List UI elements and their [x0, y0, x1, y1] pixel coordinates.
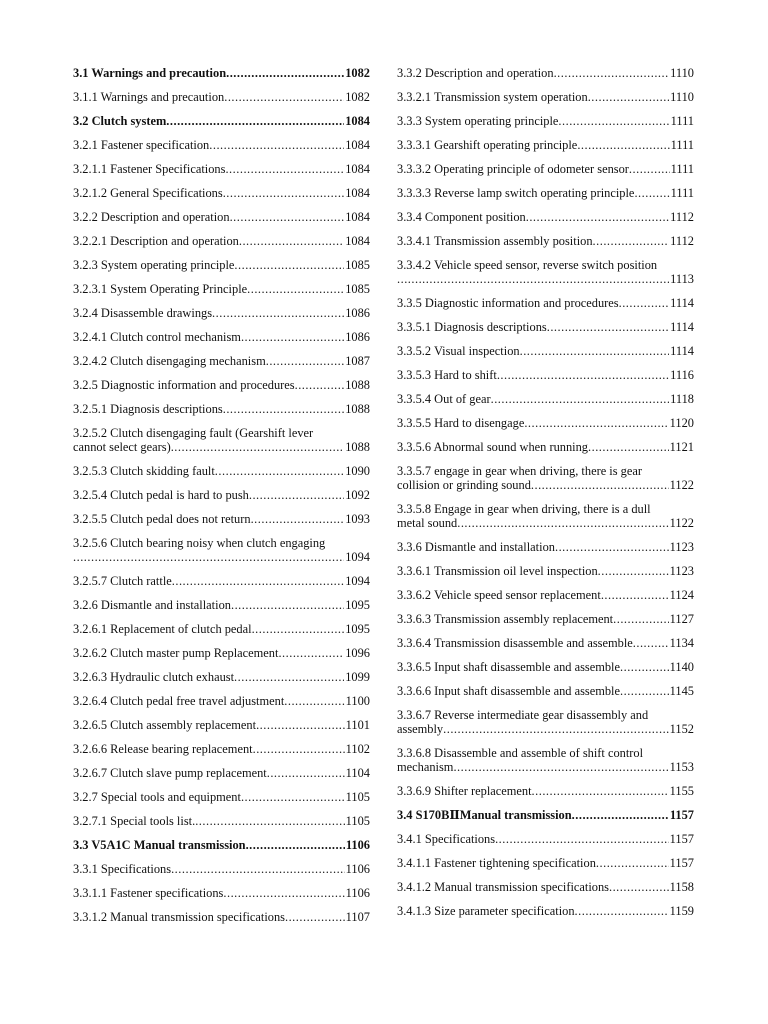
toc-entry-page: 1093: [345, 512, 370, 526]
toc-entry-3-3-6-6[interactable]: [397, 684, 694, 698]
toc-entry-page: 1084: [345, 138, 370, 152]
dot-leader: [241, 330, 344, 344]
toc-entry-page: 1134: [669, 636, 694, 650]
toc-entry-page: 1096: [345, 646, 370, 660]
toc-entry-page: 1106: [345, 886, 370, 900]
toc-entry-title: 3.2.3 System operating principle: [73, 258, 235, 272]
toc-entry-3-2-5-3[interactable]: [73, 464, 370, 478]
toc-entry-page: 1114: [670, 296, 694, 310]
toc-entry-3-2-7-1[interactable]: [73, 814, 370, 828]
dot-leader: [215, 464, 344, 478]
toc-entry-3-3-5-4[interactable]: [397, 392, 694, 406]
toc-entry-page: 1118: [670, 392, 694, 406]
toc-entry-3-2-5-1[interactable]: [73, 402, 370, 416]
toc-entry-title: 3.3.6.8 Disassemble and assemble of shift control: [397, 746, 644, 760]
dot-leader: [195, 814, 344, 828]
toc-entry-3-2-6-5[interactable]: [73, 718, 370, 732]
toc-entry-title: 3.3.5.4 Out of gear: [397, 392, 491, 406]
toc-entry-3-2-4-1[interactable]: [73, 330, 370, 344]
toc-entry-3-3-6-7[interactable]: [397, 708, 694, 736]
dot-leader: [620, 684, 669, 698]
toc-entry-3-3-6-5[interactable]: [397, 660, 694, 674]
toc-entry-page: 1086: [345, 330, 370, 344]
toc-entry-title: 3.2.1.1 Fastener Specifications: [73, 162, 226, 176]
toc-entry-title: 3.3.6.5 Input shaft disassemble and assemble: [397, 660, 620, 674]
toc-entry-page: 1157: [669, 856, 694, 870]
dot-leader: [231, 598, 344, 612]
dot-leader: [295, 378, 345, 392]
toc-entry-page: 1105: [345, 790, 370, 804]
toc-entry-page: 1157: [669, 832, 694, 846]
toc-entry-page: 1112: [670, 210, 694, 224]
dot-leader: [633, 636, 669, 650]
dot-leader: [172, 574, 344, 588]
toc-entry-3-2-4[interactable]: [73, 306, 370, 320]
toc-entry-page: 1111: [670, 186, 694, 200]
toc-entry-3-2-5-5[interactable]: [73, 512, 370, 526]
toc-entry-page: 1123: [669, 564, 694, 578]
toc-entry-title: 3.4.1.3 Size parameter specification: [397, 904, 575, 918]
toc-entry-page: 1110: [670, 66, 694, 80]
toc-entry-3-3-1-1[interactable]: [73, 886, 370, 900]
toc-entry-title: 3.3.5.7 engage in gear when driving, there is gear: [397, 464, 642, 478]
toc-entry-page: 1094: [345, 574, 370, 588]
toc-entry-title: 3.3.4 Component position: [397, 210, 526, 224]
dot-leader: [575, 904, 669, 918]
toc-entry-page: 1104: [345, 766, 370, 780]
dot-leader: [453, 760, 668, 774]
toc-entry-3-3-6[interactable]: [397, 540, 694, 554]
toc-entry-3-2-6-6[interactable]: [73, 742, 370, 756]
dot-leader: [547, 320, 669, 334]
toc-entry-title: 3.3.3.2 Operating principle of odometer sensor: [397, 162, 629, 176]
dot-leader: [620, 660, 669, 674]
toc-entry-page: 1158: [669, 880, 694, 894]
dot-leader: [246, 838, 345, 852]
toc-entry-title: 3.2.5 Diagnostic information and procedures: [73, 378, 295, 392]
dot-leader: [230, 210, 345, 224]
toc-entry-page: 1088: [345, 402, 370, 416]
toc-entry-page: 1084: [345, 186, 370, 200]
toc-entry-3-2-5-4[interactable]: [73, 488, 370, 502]
toc-entry-3-2-6-4[interactable]: [73, 694, 370, 708]
toc-entry-title: 3.3.6.1 Transmission oil level inspection: [397, 564, 598, 578]
toc-entry-title: 3.3.1.2 Manual transmission specifications: [73, 910, 285, 924]
dot-leader: [166, 114, 344, 128]
toc-entry-3-2-1-1[interactable]: [73, 162, 370, 176]
toc-entry-title: 3.3.5.2 Visual inspection: [397, 344, 520, 358]
toc-entry-3-4-1[interactable]: [397, 832, 694, 846]
dot-leader: [443, 722, 669, 736]
toc-entry-page: 1111: [670, 138, 694, 152]
dot-leader: [253, 742, 345, 756]
toc-entry-page: 1095: [345, 622, 370, 636]
toc-entry-3-3-3-2[interactable]: [397, 162, 694, 176]
toc-entry-3-3-5-6[interactable]: [397, 440, 694, 454]
toc-entry-page: 1152: [669, 722, 694, 736]
toc-entry-title: 3.4.1.2 Manual transmission specifications: [397, 880, 609, 894]
dot-leader: [247, 282, 344, 296]
dot-leader: [223, 402, 345, 416]
dot-leader: [598, 564, 669, 578]
toc-entry-title: 3.3.4.1 Transmission assembly position: [397, 234, 593, 248]
toc-entry-3-3-3-3[interactable]: [397, 186, 694, 200]
toc-entry-page: 1155: [669, 784, 694, 798]
toc-entry-page: 1090: [345, 464, 370, 478]
toc-entry-3-2-6-7[interactable]: [73, 766, 370, 780]
toc-entry-page: 1107: [345, 910, 370, 924]
toc-entry-title: 3.2.6.3 Hydraulic clutch exhaust: [73, 670, 235, 684]
dot-leader: [256, 718, 345, 732]
toc-entry-title: 3.3.1.1 Fastener specifications: [73, 886, 224, 900]
toc-entry-3-3-6-4[interactable]: [397, 636, 694, 650]
toc-entry-page: 1114: [670, 344, 694, 358]
toc-entry-page: 1088: [345, 378, 370, 392]
toc-entry-3-3-5-3[interactable]: [397, 368, 694, 382]
toc-entry-title: 3.4.1.1 Fastener tightening specification: [397, 856, 596, 870]
dot-leader: [619, 296, 670, 310]
toc-entry-3-3-5-8[interactable]: [397, 502, 694, 530]
toc-entry-title: 3.2.2.1 Description and operation: [73, 234, 239, 248]
toc-entry-3-3-3[interactable]: [397, 114, 694, 128]
toc-entry-page: 1113: [670, 272, 694, 286]
toc-entry-page: 1082: [345, 66, 370, 80]
toc-entry-title: 3.3.6.2 Vehicle speed sensor replacement: [397, 588, 601, 602]
toc-entry-title: 3.4 S170BⅡManual transmission: [397, 808, 572, 822]
dot-leader: [609, 880, 669, 894]
toc-entry-title: 3.4.1 Specifications: [397, 832, 496, 846]
toc-entry-page: 1100: [345, 694, 370, 708]
toc-entry-title: 3.2.3.1 System Operating Principle: [73, 282, 248, 296]
toc-entry-title: 3.2 Clutch system: [73, 114, 167, 128]
toc-entry-page: 1095: [345, 598, 370, 612]
toc-entry-title: 3.3.1 Specifications: [73, 862, 172, 876]
toc-column-right: [397, 66, 694, 928]
toc-entry-title: 3.1 Warnings and precaution: [73, 66, 227, 80]
dot-leader: [497, 368, 669, 382]
toc-entry-title: 3.2.1.2 General Specifications: [73, 186, 223, 200]
toc-entry-title: 3.3.2.1 Transmission system operation: [397, 90, 588, 104]
toc-entry-title: 3.3.6.4 Transmission disassemble and assemble: [397, 636, 633, 650]
dot-leader: [234, 258, 344, 272]
toc-column-left: [73, 66, 370, 934]
toc-entry-title: 3.3.3 System operating principle: [397, 114, 559, 128]
toc-entry-3-3-2-1[interactable]: [397, 90, 694, 104]
dot-leader: [73, 550, 344, 564]
toc-entry-3-3-2[interactable]: [397, 66, 694, 80]
dot-leader: [278, 646, 344, 660]
toc-entry-page: 1106: [345, 862, 370, 876]
toc-entry-3-4-1-1[interactable]: [397, 856, 694, 870]
dot-leader: [588, 440, 669, 454]
toc-entry-page: 1084: [345, 210, 370, 224]
dot-leader: [457, 516, 668, 530]
toc-entry-page: 1105: [345, 814, 370, 828]
dot-leader: [629, 162, 670, 176]
toc-entry-3-3-5-1[interactable]: [397, 320, 694, 334]
toc-entry-page: 1086: [345, 306, 370, 320]
dot-leader: [554, 66, 670, 80]
toc-entry-page: 1110: [670, 90, 694, 104]
dot-leader: [601, 588, 669, 602]
toc-entry-title: 3.2.7.1 Special tools list.: [73, 814, 196, 828]
toc-entry-page: 1145: [669, 684, 694, 698]
toc-entry-title: 3.3.6.7 Reverse intermediate gear disassembly and: [397, 708, 649, 722]
dot-leader: [284, 694, 344, 708]
toc-entry-title: 3.3.6.3 Transmission assembly replacement: [397, 612, 614, 626]
toc-entry-3-3-5[interactable]: [397, 296, 694, 310]
toc-entry-3-2[interactable]: [73, 114, 370, 128]
toc-entry-page: 1116: [670, 368, 694, 382]
dot-leader: [613, 612, 669, 626]
toc-entry-3-2-1[interactable]: [73, 138, 370, 152]
toc-entry-page: 1101: [345, 718, 370, 732]
dot-leader: [491, 392, 670, 406]
toc-entry-page: 1085: [345, 282, 370, 296]
dot-leader: [520, 344, 670, 358]
toc-entry-3-3-5-5[interactable]: [397, 416, 694, 430]
toc-entry-page: 1121: [669, 440, 694, 454]
toc-entry-title: 3.2.1 Fastener specification: [73, 138, 210, 152]
toc-entry-page: 1127: [669, 612, 694, 626]
toc-entry-page: 1082: [345, 90, 370, 104]
dot-leader: [212, 306, 344, 320]
toc-entry-title: 3.3.6.9 Shifter replacement: [397, 784, 532, 798]
toc-entry-title: 3.3 V5A1C Manual transmission: [73, 838, 246, 852]
toc-entry-page: 1153: [669, 760, 694, 774]
toc-entry-title: 3.3.3.1 Gearshift operating principle: [397, 138, 578, 152]
toc-entry-page: 1084: [345, 162, 370, 176]
dot-leader: [634, 186, 669, 200]
toc-entry-title: 3.2.4.2 Clutch disengaging mechanism: [73, 354, 266, 368]
toc-entry-3-3-4-2[interactable]: [397, 258, 694, 286]
dot-leader: [223, 186, 345, 200]
toc-entry-title: 3.2.6.1 Replacement of clutch pedal: [73, 622, 252, 636]
toc-entry-page: 1140: [669, 660, 694, 674]
toc-entry-3-3-4[interactable]: [397, 210, 694, 224]
dot-leader: [555, 540, 669, 554]
dot-leader: [572, 808, 669, 822]
toc-entry-title: 3.2.6.6 Release bearing replacement: [73, 742, 253, 756]
toc-entry-3-2-4-2[interactable]: [73, 354, 370, 368]
toc-entry-page: 1122: [669, 516, 694, 530]
toc-entry-title: 3.3.5.5 Hard to disengage: [397, 416, 525, 430]
toc-entry-page: 1123: [669, 540, 694, 554]
toc-entry-page: 1120: [669, 416, 694, 430]
toc-entry-page: 1094: [345, 550, 370, 564]
dot-leader: [526, 210, 669, 224]
toc-entry-page: 1087: [345, 354, 370, 368]
toc-entry-title: 3.2.4 Disassemble drawings: [73, 306, 213, 320]
toc-entry-page: 1111: [670, 162, 694, 176]
toc-entry-page: 1084: [345, 234, 370, 248]
toc-entry-3-1[interactable]: [73, 66, 370, 80]
dot-leader: [171, 862, 345, 876]
dot-leader: [577, 138, 669, 152]
toc-entry-page: 1092: [345, 488, 370, 502]
toc-entry-page: 1114: [670, 320, 694, 334]
toc-entry-page: 1124: [669, 588, 694, 602]
dot-leader: [223, 886, 344, 900]
dot-leader: [241, 790, 345, 804]
toc-entry-page: 1084: [345, 114, 370, 128]
dot-leader: [249, 488, 344, 502]
toc-entry-title: 3.2.7 Special tools and equipment: [73, 790, 241, 804]
dot-leader: [593, 234, 670, 248]
dot-leader: [251, 512, 345, 526]
dot-leader: [524, 416, 668, 430]
toc-entry-title: 3.2.5.6 Clutch bearing noisy when clutch engaging: [73, 536, 326, 550]
dot-leader: [531, 478, 669, 492]
toc-entry-title: 3.3.5.1 Diagnosis descriptions: [397, 320, 547, 334]
toc-entry-title: 3.2.6.4 Clutch pedal free travel adjustment: [73, 694, 285, 708]
dot-leader: [495, 832, 669, 846]
toc-entry-title: 3.2.6.7 Clutch slave pump replacement: [73, 766, 267, 780]
dot-leader: [397, 272, 669, 286]
toc-entry-3-2-6[interactable]: [73, 598, 370, 612]
toc-entry-3-3-6-8[interactable]: [397, 746, 694, 774]
dot-leader: [588, 90, 669, 104]
toc-entry-3-2-6-1[interactable]: [73, 622, 370, 636]
toc-entry-title: 3.2.5.3 Clutch skidding fault: [73, 464, 215, 478]
toc-entry-title: 3.2.4.1 Clutch control mechanism: [73, 330, 241, 344]
toc-entry-page: 1102: [345, 742, 370, 756]
toc-entry-title-continued: collision or grinding sound: [397, 478, 531, 492]
toc-entry-title: 3.3.6 Dismantle and installation: [397, 540, 555, 554]
toc-entry-3-3-6-1[interactable]: [397, 564, 694, 578]
toc-entry-3-3-6-3[interactable]: [397, 612, 694, 626]
toc-entry-3-2-2[interactable]: [73, 210, 370, 224]
dot-leader: [239, 234, 344, 248]
toc-entry-title: 3.2.6.5 Clutch assembly replacement: [73, 718, 257, 732]
toc-entry-title: 3.3.4.2 Vehicle speed sensor, reverse switch position: [397, 258, 658, 272]
toc-entry-page: 1157: [669, 808, 694, 822]
toc-entry-title-continued: metal sound: [397, 516, 458, 530]
toc-entry-title: 3.2.5.7 Clutch rattle: [73, 574, 172, 588]
dot-leader: [596, 856, 669, 870]
toc-entry-3-3[interactable]: [73, 838, 370, 852]
toc-entry-title: 3.2.5.4 Clutch pedal is hard to push: [73, 488, 249, 502]
toc-entry-3-4-1-3[interactable]: [397, 904, 694, 918]
toc-entry-3-4[interactable]: [397, 808, 694, 822]
dot-leader: [234, 670, 344, 684]
toc-entry-3-2-5-2[interactable]: [73, 426, 370, 454]
toc-entry-3-3-1-2[interactable]: [73, 910, 370, 924]
dot-leader: [558, 114, 669, 128]
toc-entry-title: 3.3.2 Description and operation: [397, 66, 554, 80]
toc-entry-title-continued: assembly: [397, 722, 444, 736]
dot-leader: [224, 90, 344, 104]
toc-entry-title: 3.2.2 Description and operation: [73, 210, 230, 224]
toc-entry-3-2-7[interactable]: [73, 790, 370, 804]
toc-entry-title: 3.3.6.6 Input shaft disassemble and assemble: [397, 684, 620, 698]
toc-entry-3-3-6-9[interactable]: [397, 784, 694, 798]
toc-entry-title: 3.3.3.3 Reverse lamp switch operating principle: [397, 186, 635, 200]
toc-entry-3-3-4-1[interactable]: [397, 234, 694, 248]
toc-entry-3-2-6-2[interactable]: [73, 646, 370, 660]
toc-entry-3-3-6-2[interactable]: [397, 588, 694, 602]
dot-leader: [252, 622, 345, 636]
toc-entry-title: 3.1.1 Warnings and precaution: [73, 90, 225, 104]
toc-entry-3-3-3-1[interactable]: [397, 138, 694, 152]
toc-entry-3-3-5-7[interactable]: [397, 464, 694, 492]
dot-leader: [225, 162, 344, 176]
toc-entry-title-continued: mechanism: [397, 760, 454, 774]
dot-leader: [226, 66, 344, 80]
toc-entry-title: 3.2.5.2 Clutch disengaging fault (Gearshift lever: [73, 426, 314, 440]
toc-entry-3-2-3-1[interactable]: [73, 282, 370, 296]
toc-entry-title: 3.2.5.1 Diagnosis descriptions: [73, 402, 223, 416]
toc-entry-title: 3.2.5.5 Clutch pedal does not return: [73, 512, 251, 526]
toc-entry-title: 3.2.6.2 Clutch master pump Replacement: [73, 646, 279, 660]
toc-entry-3-1-1[interactable]: [73, 90, 370, 104]
toc-entry-page: 1111: [670, 114, 694, 128]
dot-leader: [285, 910, 345, 924]
toc-entry-title-continued: cannot select gears): [73, 440, 171, 454]
toc-entry-title: 3.3.5.3 Hard to shift: [397, 368, 497, 382]
dot-leader: [267, 766, 345, 780]
toc-entry-3-2-1-2[interactable]: [73, 186, 370, 200]
toc-entry-page: 1085: [345, 258, 370, 272]
toc-entry-page: 1112: [670, 234, 694, 248]
toc-entry-3-2-6-3[interactable]: [73, 670, 370, 684]
toc-entry-page: 1099: [345, 670, 370, 684]
dot-leader: [266, 354, 345, 368]
toc-entry-title: 3.3.5 Diagnostic information and procedures: [397, 296, 619, 310]
toc-entry-title: 3.3.5.8 Engage in gear when driving, there is a dull: [397, 502, 651, 516]
toc-entry-page: 1106: [345, 838, 370, 852]
toc-entry-3-2-5[interactable]: [73, 378, 370, 392]
dot-leader: [209, 138, 344, 152]
toc-entry-3-2-2-1[interactable]: [73, 234, 370, 248]
toc-entry-title: 3.3.5.6 Abnormal sound when running: [397, 440, 589, 454]
toc-entry-page: 1122: [669, 478, 694, 492]
toc-entry-3-3-1[interactable]: [73, 862, 370, 876]
toc-entry-title: 3.2.6 Dismantle and installation: [73, 598, 231, 612]
toc-entry-3-3-5-2[interactable]: [397, 344, 694, 358]
toc-entry-page: 1159: [669, 904, 694, 918]
dot-leader: [532, 784, 669, 798]
toc-entry-3-2-5-7[interactable]: [73, 574, 370, 588]
toc-entry-3-4-1-2[interactable]: [397, 880, 694, 894]
toc-entry-page: 1088: [345, 440, 370, 454]
toc-entry-3-2-3[interactable]: [73, 258, 370, 272]
dot-leader: [171, 440, 345, 454]
toc-entry-3-2-5-6[interactable]: [73, 536, 370, 564]
